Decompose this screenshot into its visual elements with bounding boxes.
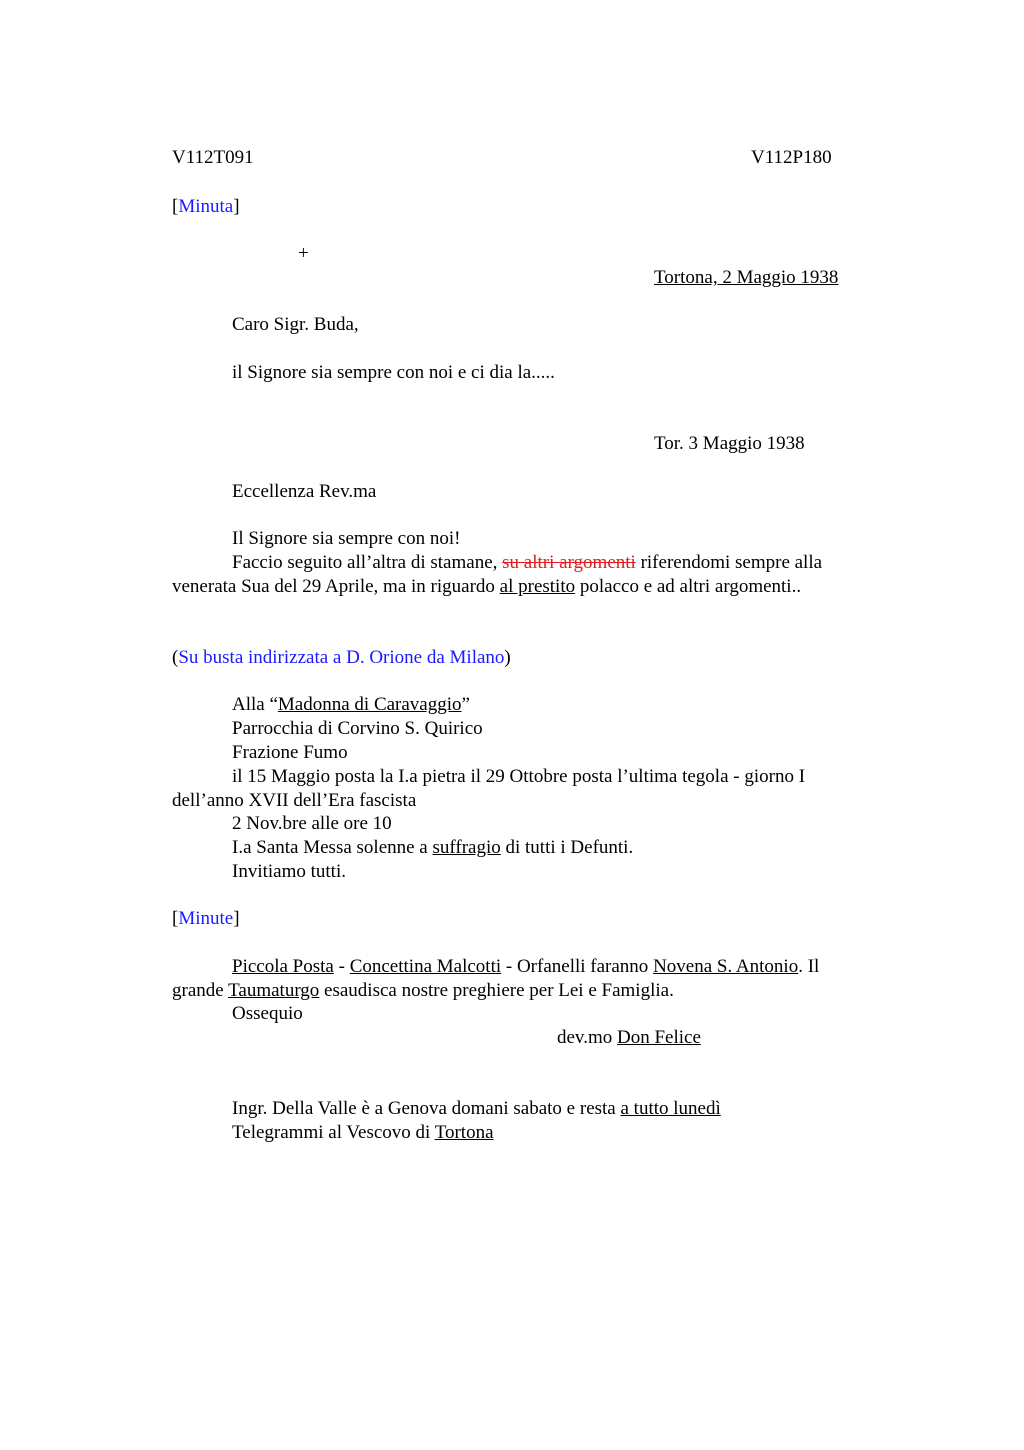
envelope-line7: I.a Santa Messa solenne a suffragio di tutti i Defunti. [232,837,634,858]
envelope-tag: (Su busta indirizzata a D. Orione da Milano) [172,647,511,668]
letter2-salutation: Eccellenza Rev.ma [232,481,377,502]
letter1-date: Tortona, 2 Maggio 1938 [654,267,839,288]
minuta-tag: [Minuta] [172,196,240,217]
envelope-line6: 2 Nov.bre alle ore 10 [232,813,392,834]
letter2-line3: venerata Sua del 29 Aprile, ma in riguardo al prestito polacco e ad altri argomenti.. [172,576,802,597]
envelope-line3: Frazione Fumo [232,742,348,763]
note-line1: Ingr. Della Valle è a Genova domani sabato e resta a tutto lunedì [232,1098,721,1119]
cross-mark: + [298,243,309,264]
letter2-date: Tor. 3 Maggio 1938 [654,433,805,454]
envelope-line1: Alla “Madonna di Caravaggio” [232,694,470,715]
letter2-line2: Faccio seguito all’altra di stamane, su altri argomenti riferendomi sempre alla [232,552,823,573]
envelope-line4: il 15 Maggio posta la I.a pietra il 29 Ottobre posta l’ultima tegola - giorno I [232,766,806,787]
signature: dev.mo Don Felice [557,1027,701,1048]
struck-text: su altri argomenti [502,552,636,573]
letter1-body: il Signore sia sempre con noi e ci dia la..... [232,362,555,383]
envelope-line5: dell’anno XVII dell’Era fascista [172,790,417,811]
note-line2: Telegrammi al Vescovo di Tortona [232,1122,494,1143]
minute-tag: [Minute] [172,908,240,929]
minute-line3: Ossequio [232,1003,303,1024]
document-code-left: V112T091 [172,147,254,168]
envelope-line8: Invitiamo tutti. [232,861,346,882]
envelope-line2: Parrocchia di Corvino S. Quirico [232,718,483,739]
letter2-line1: Il Signore sia sempre con noi! [232,528,461,549]
minute-line2: grande Taumaturgo esaudisca nostre preghiere per Lei e Famiglia. [172,980,674,1001]
document-code-right: V112P180 [751,147,832,168]
letter1-salutation: Caro Sigr. Buda, [232,314,359,335]
minute-line1: Piccola Posta - Concettina Malcotti - Orfanelli faranno Novena S. Antonio. Il [232,956,820,977]
